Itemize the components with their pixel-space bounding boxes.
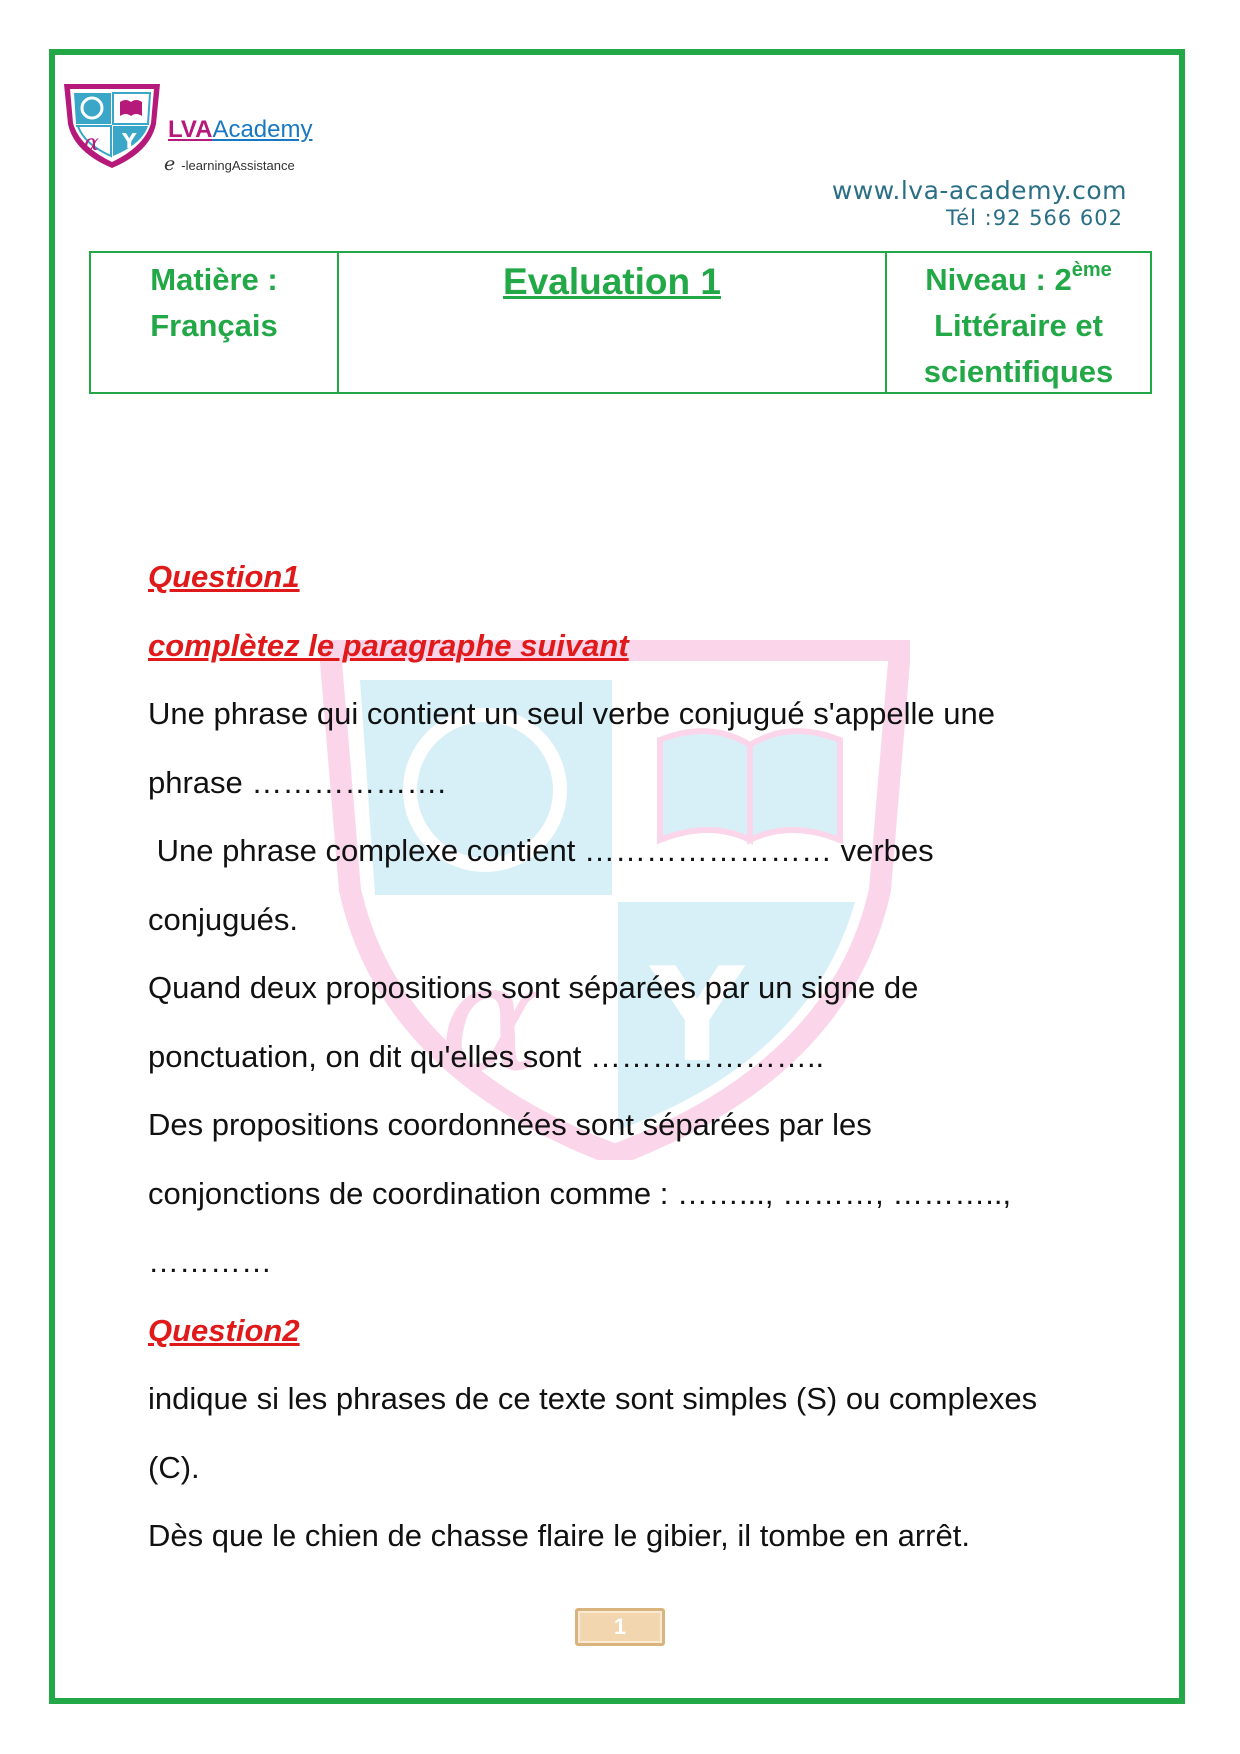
q2-line: (C). (148, 1449, 200, 1485)
level-line-1 (887, 257, 1150, 303)
subject-cell (91, 253, 339, 392)
level-line-3: scientifiques (923, 354, 1114, 389)
page-number: 1 (575, 1608, 665, 1646)
tagline-text: -learningAssistance (181, 158, 295, 173)
q1-line: Une phrase complexe contient …………………… verbes (148, 833, 934, 868)
q2-line: indique si les phrases de ce texte sont simples (S) ou complexes (148, 1381, 1038, 1416)
subject-value: Français (150, 308, 278, 343)
q1-line: conjugués. (148, 901, 298, 937)
tagline-e: e (164, 153, 176, 175)
q1-line: conjonctions de coordination comme : ……..., ………, ……….., (148, 1175, 1012, 1211)
brand-tagline (164, 153, 295, 175)
svg-text:Y: Y (650, 939, 745, 1091)
svg-text:α: α (84, 131, 99, 156)
subject-label: Matière : (150, 262, 278, 297)
brand-academy: Academy (212, 116, 313, 143)
q1-line: Des propositions coordonnées sont séparées par les (148, 1107, 872, 1142)
svg-text:α: α (440, 932, 542, 1106)
info-table (89, 251, 1152, 394)
level-label: Niveau : 2 (925, 262, 1072, 297)
q1-line: phrase ………………. (148, 764, 447, 800)
q1-line: ponctuation, on dit qu'elles sont ………………….. (148, 1038, 825, 1074)
question1-title: Question1 (148, 559, 300, 594)
evaluation-title: Evaluation 1 (503, 261, 721, 302)
website-link[interactable]: www.lva-academy.com (831, 176, 1127, 205)
q1-line: Une phrase qui contient un seul verbe conjugué s'appelle une (148, 696, 995, 731)
level-sup: ème (1071, 259, 1112, 281)
level-line-2: Littéraire et (934, 308, 1103, 343)
brand-lva: LVA (168, 116, 213, 143)
question1-instruction: complètez le paragraphe suivant (148, 627, 629, 663)
brand-name (168, 118, 312, 142)
q1-line: ………… (148, 1244, 272, 1279)
lva-academy-logo (60, 78, 164, 170)
svg-text:Y: Y (122, 129, 137, 153)
title-cell (339, 253, 887, 392)
q1-line: Quand deux propositions sont séparées par un signe de (148, 970, 919, 1005)
exercise-content (148, 543, 1108, 1571)
level-cell (887, 253, 1150, 392)
q2-line: Dès que le chien de chasse flaire le gibier, il tombe en arrêt. (148, 1518, 970, 1553)
phone-number: Tél :92 566 602 (945, 206, 1123, 230)
question2-title: Question2 (148, 1312, 300, 1348)
